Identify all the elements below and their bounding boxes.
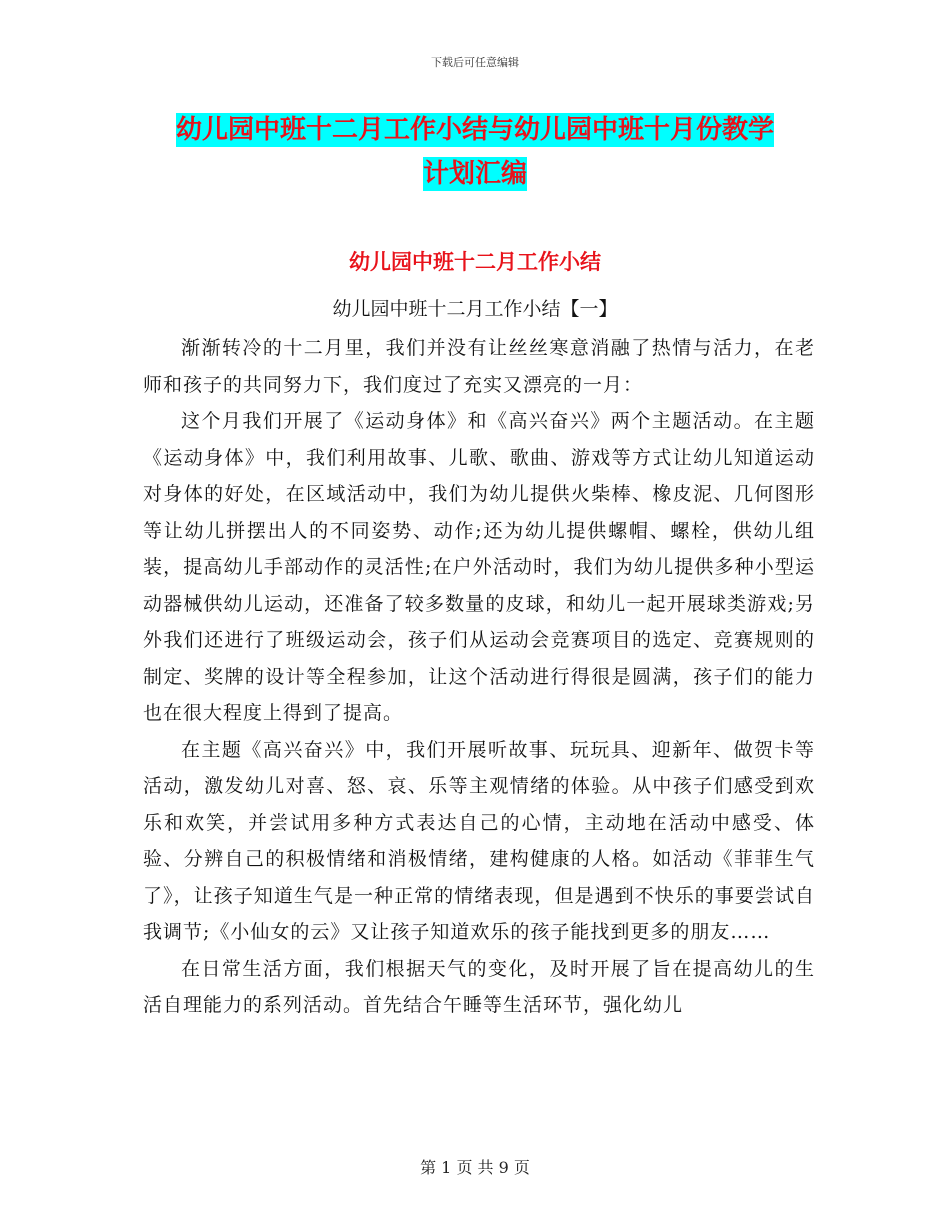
paragraph: 在主题《高兴奋兴》中，我们开展听故事、玩玩具、迎新年、做贺卡等活动，激发幼儿对喜、怒、哀、乐等主观情绪的体验。从中孩子们感受到欢乐和欢笑，并尝试用多种方式表达自己的心情，主动地在活动中感受、体验、分辨自己的积极情绪和消极情绪，建构健康的人格。如活动《菲菲生气了》，让孩子知道生气是一种正常的情绪表现，但是遇到不快乐的事要尝试自我调节;《小仙女的云》又让孩子知道欢乐的孩子能找到更多的朋友……: [143, 738, 815, 943]
document-title-line-1: 幼儿园中班十二月工作小结与幼儿园中班十月份教学: [175, 115, 774, 145]
paragraph: 渐渐转冷的十二月里，我们并没有让丝丝寒意消融了热情与活力，在老师和孩子的共同努力下，我们度过了充实又漂亮的一月：: [143, 337, 815, 396]
section-subtitle: 幼儿园中班十二月工作小结【一】: [332, 298, 618, 320]
header-note: 下载后可任意编辑: [431, 56, 519, 69]
body-text: [143, 330, 815, 1024]
section-title: 幼儿园中班十二月工作小结: [349, 250, 601, 274]
page-footer: 第 1 页 共 9 页: [420, 1158, 530, 1177]
paragraph: 这个月我们开展了《运动身体》和《高兴奋兴》两个主题活动。在主题《运动身体》中，我们利用故事、儿歌、歌曲、游戏等方式让幼儿知道运动对身体的好处，在区域活动中，我们为幼儿提供火柴棒、橡皮泥、几何图形等让幼儿拼摆出人的不同姿势、动作;还为幼儿提供螺帽、螺栓，供幼儿组装，提高幼儿手部动作的灵活性;在户外活动时，我们为幼儿提供多种小型运动器械供幼儿运动，还准备了较多数量的皮球，和幼儿一起开展球类游戏;另外我们还进行了班级运动会，孩子们从运动会竞赛项目的选定、竞赛规则的制定、奖牌的设计等全程参加，让这个活动进行得很是圆满，孩子们的能力也在很大程度上得到了提高。: [143, 410, 815, 724]
paragraph: 在日常生活方面，我们根据天气的变化，及时开展了旨在提高幼儿的生活自理能力的系列活动。首先结合午睡等生活环节，强化幼儿: [143, 957, 815, 1016]
document-title-line-2: 计划汇编: [422, 159, 527, 189]
document-title: [0, 108, 950, 196]
